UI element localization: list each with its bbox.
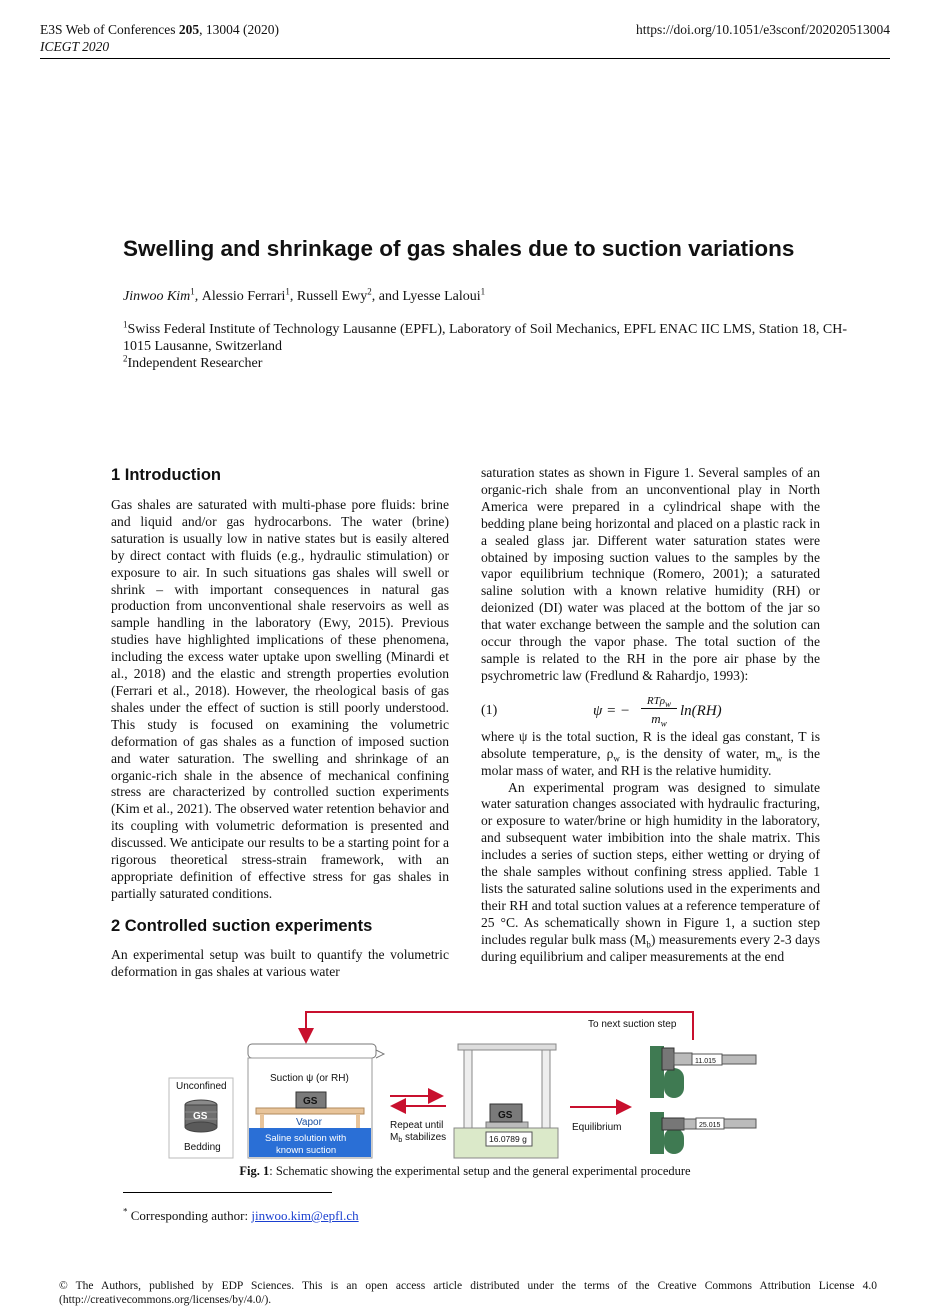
affiliations	[123, 321, 853, 372]
affiliation-sup: 2	[123, 353, 128, 364]
figure-1-schematic	[168, 1010, 762, 1160]
scale-reading: 16.0789 g	[489, 1134, 527, 1144]
affiliation	[123, 321, 853, 355]
experiments-paragraph: An experimental setup was built to quantify the volumetric deformation in gas shales at various water	[111, 946, 449, 979]
saline-label-line-1: Saline solution with	[265, 1133, 347, 1144]
right-paragraph-2	[481, 780, 820, 966]
repeat-label-end: stabilizes	[402, 1132, 447, 1143]
paper-title: Swelling and shrinkage of gas shales due to suction variations	[123, 236, 795, 261]
caliper-reading-2: 25.015	[699, 1122, 721, 1129]
repeat-mass-sub: b	[398, 1137, 403, 1144]
author-name: Jinwoo Kim	[123, 289, 191, 304]
footnote-mark: *	[123, 1206, 128, 1217]
section-heading-experiments: 2 Controlled suction experiments	[111, 916, 373, 935]
to-next-step-label: To next suction step	[588, 1019, 677, 1030]
author-email-link[interactable]: jinwoo.kim@epfl.ch	[251, 1208, 359, 1223]
affiliation	[123, 355, 853, 372]
author-affil-sup: 2	[367, 286, 372, 297]
left-column	[111, 465, 449, 981]
affiliation-text: Independent Researcher	[127, 356, 263, 371]
where-text: is the density of water, m	[619, 745, 776, 761]
where-paragraph	[481, 729, 820, 780]
license-notice: © The Authors, published by EDP Sciences. This is an open access article distributed under the terms of the Creative Commons Attribution License 4.0 (http://creativecommons.org/licenses/by/4.0/).	[59, 1280, 877, 1306]
where-text: where ψ is the total suction, R is the ideal gas constant, T is absolute temperature, ρ	[481, 728, 820, 761]
author-sep: ,	[194, 289, 202, 304]
repeat-label-line-2	[390, 1132, 446, 1144]
author-sep: ,	[289, 289, 297, 304]
equation-number: (1)	[481, 702, 498, 718]
equation-rhs: ln(RH)	[680, 702, 722, 719]
author-name: Alessio Ferrari	[201, 289, 286, 304]
equation-lhs: ψ = −	[593, 702, 631, 719]
equilibrium-label: Equilibrium	[572, 1122, 622, 1133]
author-affil-sup: 1	[190, 286, 195, 297]
affiliation-text: Swiss Federal Institute of Technology Lausanne (EPFL), Laboratory of Soil Mechanics, EPFL ENAC IIC LMS, Station 18, CH-1015 Lausanne, Switzerland	[123, 322, 848, 354]
saline-label-line-2: known suction	[276, 1145, 337, 1156]
caption-text: : Schematic showing the experimental setup and the general experimental procedure	[269, 1164, 691, 1178]
header-rule	[40, 58, 890, 59]
numerator-text: RTρ	[646, 694, 666, 707]
author-sep: , and	[371, 289, 403, 304]
equation-numerator	[641, 695, 677, 709]
where-sub: w	[775, 753, 783, 764]
caliper-diametral	[650, 1112, 756, 1154]
right-column	[481, 465, 820, 965]
author-name: Russell Ewy	[296, 289, 368, 304]
equation-denominator	[641, 711, 677, 727]
section-heading-introduction: 1 Introduction	[111, 466, 221, 484]
author-affil-sup: 1	[285, 286, 290, 297]
equation-1	[481, 695, 820, 729]
where-sub: w	[613, 753, 620, 764]
journal-prefix: E3S Web of Conferences	[40, 22, 179, 37]
gs-sample-label: GS	[193, 1111, 208, 1122]
figure-caption	[0, 1163, 930, 1179]
journal-volume: 205	[178, 22, 200, 37]
caliper-reading-1: 11.015	[695, 1058, 716, 1065]
repeat-mass-symbol: M	[390, 1132, 399, 1143]
author-name: Lyesse Laloui	[402, 289, 481, 304]
intro-paragraph: Gas shales are saturated with multi-phase pore fluids: brine and liquid and/or gas hydrocarbons. The water (brine) saturation is usually low in native states but is easily altered by direct contact with fluids (e.g., hydraulic stimulation) or exposure to air. In such situations gas shales will swell or shrink – with important consequences in natural gas production from unconventional shale reservoirs as well as sample handling in the laboratory (Ewy, 2015). Previous studies have highlighted implications of these phenomena, including the excess water uptake upon swelling (Minardi et al., 2018) and the elastic and strength properties evolution (Ferrari et al., 2018). However, the rheological basis of gas shales under the effect of suction is still poorly understood. This study is focused on examining the volumetric deformation of gas shales as a function of imposed suction and water saturation. The swelling and shrinkage of an organic-rich shale in the absence of mechanical confining stress are characterized by controlled suction experiments (Kim et al., 2021). The observed water retention behavior and its coupling with volumetric deformation is presented and discussed. We anticipate our results to be a starting point for a rigorous theoretical stress-strain framework, with an appropriate definition of effective stress for gas shales in partially saturated conditions.	[111, 497, 449, 901]
denominator-sub: w	[660, 718, 667, 729]
paragraph-sub: b	[646, 939, 651, 950]
conference-name: ICEGT 2020	[40, 39, 110, 54]
repeat-arrows	[390, 1096, 446, 1106]
gs-balance-label: GS	[498, 1110, 513, 1121]
footnote-label: Corresponding author:	[127, 1208, 252, 1223]
right-paragraph-1: saturation states as shown in Figure 1. Several samples of an organic-rich shale from an unconventional play in North America were prepared in a cylindrical shape with the bedding plane being horizontal and placed on a plastic rack in a sealed glass jar. Different water saturation states were obtained by imposing suction values to the samples by the vapor equilibrium technique (Romero, 2001); a saturated saline solution with a known relative humidity (RH) or deionized (DI) water was placed at the bottom of the jar so that water exchange between the sample and the solution can occur through the vapor phase. The total suction of the sample is related to the RH in the pore air phase by the psychrometric law (Fredlund & Rahardjo, 1993):	[481, 465, 820, 683]
doi-link[interactable]: https://doi.org/10.1051/e3sconf/202020513004	[636, 22, 890, 37]
paragraph-text: An experimental program was designed to simulate water saturation changes associated with hydraulic fracturing, or exposure to water/brine or high humidity in the laboratory, and subsequent water imbibition into the shale matrix. This includes a series of suction steps, either wetting or drying of the shale samples without confining stress applied. Table 1 lists the saturated saline solutions used in the experiments and their RH and total suction values at a reference temperature of 25 °C. As schematically shown in Figure 1, a suction step includes regular bulk mass (M	[481, 779, 820, 947]
denominator-text: m	[651, 710, 661, 726]
running-header	[40, 21, 279, 38]
repeat-label-line-1: Repeat until	[390, 1120, 444, 1131]
suction-label: Suction ψ (or RH)	[270, 1073, 349, 1084]
journal-rest: , 13004 (2020)	[199, 22, 280, 37]
bedding-label: Bedding	[184, 1142, 221, 1153]
numerator-sub: w	[665, 698, 672, 709]
unconfined-label: Unconfined	[176, 1081, 227, 1092]
where-text: is the molar mass of water, and RH is the relative humidity.	[481, 745, 820, 778]
author-affil-sup: 1	[480, 286, 486, 297]
figure-1	[168, 1010, 762, 1160]
affiliation-sup: 1	[123, 319, 128, 330]
gs-jar-label: GS	[303, 1096, 318, 1107]
footnote-rule	[123, 1192, 332, 1193]
author-list	[123, 288, 485, 305]
caption-label: Fig. 1	[239, 1164, 270, 1178]
vapor-label: Vapor	[296, 1117, 322, 1128]
caliper-axial	[650, 1046, 756, 1098]
paragraph-text: ) measurements every 2-3 days during equilibrium and caliper measurements at the end	[481, 931, 820, 964]
footnote	[123, 1208, 359, 1224]
